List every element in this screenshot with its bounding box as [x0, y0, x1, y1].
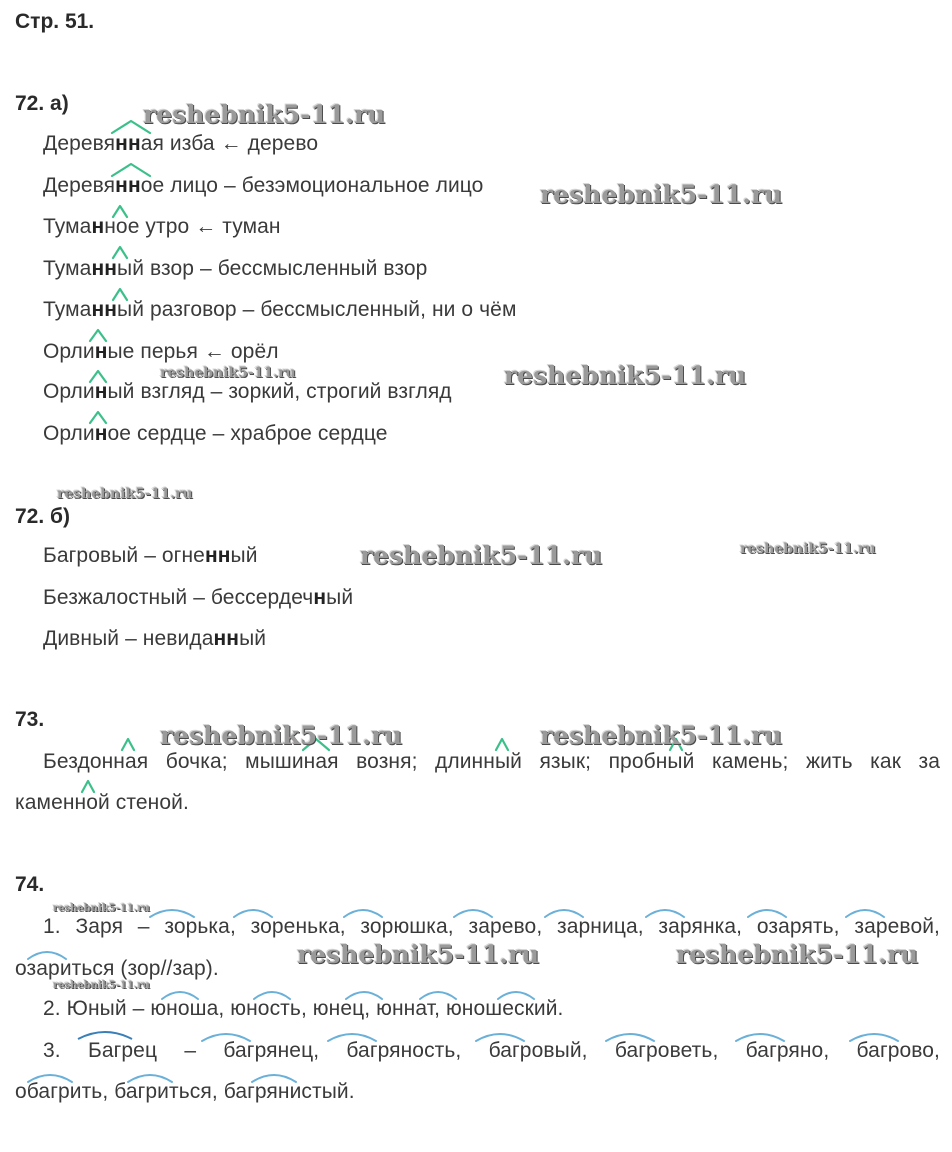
watermark: reshebnik5-11.ru — [540, 180, 783, 209]
ex72b-line-1: Багровый – огненный — [43, 544, 258, 567]
ex73-line-1: Бездонная бочка; мышиная возня; длинный язык; пробный камень; жить как за — [43, 750, 940, 773]
ex72a-line-3: Туманное утро ← туман — [43, 215, 281, 238]
watermark: reshebnik5-11.ru — [160, 365, 296, 381]
exercise-73-heading: 73. — [15, 708, 45, 731]
ex74-item-3-line-1: 3. Багрец – багрянец, багряность, багровый, багроветь, багряно, багрово, — [43, 1039, 940, 1062]
ex72a-line-8: Орлиное сердце – храброе сердце — [43, 422, 388, 445]
watermark: reshebnik5-11.ru — [360, 541, 603, 570]
ex74-item-1-line-2: озариться (зор//зар). — [15, 957, 219, 980]
page-number: Стр. 51. — [15, 10, 95, 33]
ex74-item-1-line-1: 1. Заря – зорька, зоренька, зорюшка, зарево, зарница, зарянка, озарять, заревой, — [43, 915, 940, 938]
watermark: reshebnik5-11.ru — [57, 486, 193, 502]
watermark: reshebnik5-11.ru — [53, 980, 150, 991]
watermark: reshebnik5-11.ru — [676, 940, 919, 969]
ex72a-line-1: Деревянная изба ← дерево — [43, 132, 319, 155]
watermark: reshebnik5-11.ru — [540, 721, 783, 750]
exercise-74-heading: 74. — [15, 873, 45, 896]
watermark: reshebnik5-11.ru — [143, 100, 386, 129]
ex72a-line-2: Деревянное лицо – безэмоциональное лицо — [43, 174, 484, 197]
ex74-item-3-line-2: обагрить, багриться, багрянистый. — [15, 1080, 355, 1103]
watermark: reshebnik5-11.ru — [740, 541, 876, 557]
ex74-item-2: 2. Юный – юноша, юность, юнец, юннат, юношеский. — [43, 997, 564, 1020]
ex72a-line-4: Туманный взор – бессмысленный взор — [43, 257, 428, 280]
watermark: reshebnik5-11.ru — [53, 903, 150, 914]
ex72a-line-7: Орлиный взгляд – зоркий, строгий взгляд — [43, 380, 452, 403]
ex72b-line-3: Дивный – невиданный — [43, 627, 267, 650]
watermark: reshebnik5-11.ru — [297, 940, 540, 969]
exercise-72a-heading: 72. а) — [15, 92, 69, 115]
ex73-line-2: каменной стеной. — [15, 791, 189, 814]
exercise-72b-heading: 72. б) — [15, 505, 70, 528]
ex72a-line-5: Туманный разговор – бессмысленный, ни о чём — [43, 298, 517, 321]
ex72a-line-6: Орлиные перья ← орёл — [43, 340, 279, 363]
suffix-mark-icon — [496, 739, 508, 750]
watermark: reshebnik5-11.ru — [504, 361, 747, 390]
root-arc-icon — [78, 1032, 132, 1039]
watermark: reshebnik5-11.ru — [160, 721, 403, 750]
suffix-mark-icon — [122, 739, 134, 750]
ex72b-line-2: Безжалостный – бессердечный — [43, 586, 354, 609]
